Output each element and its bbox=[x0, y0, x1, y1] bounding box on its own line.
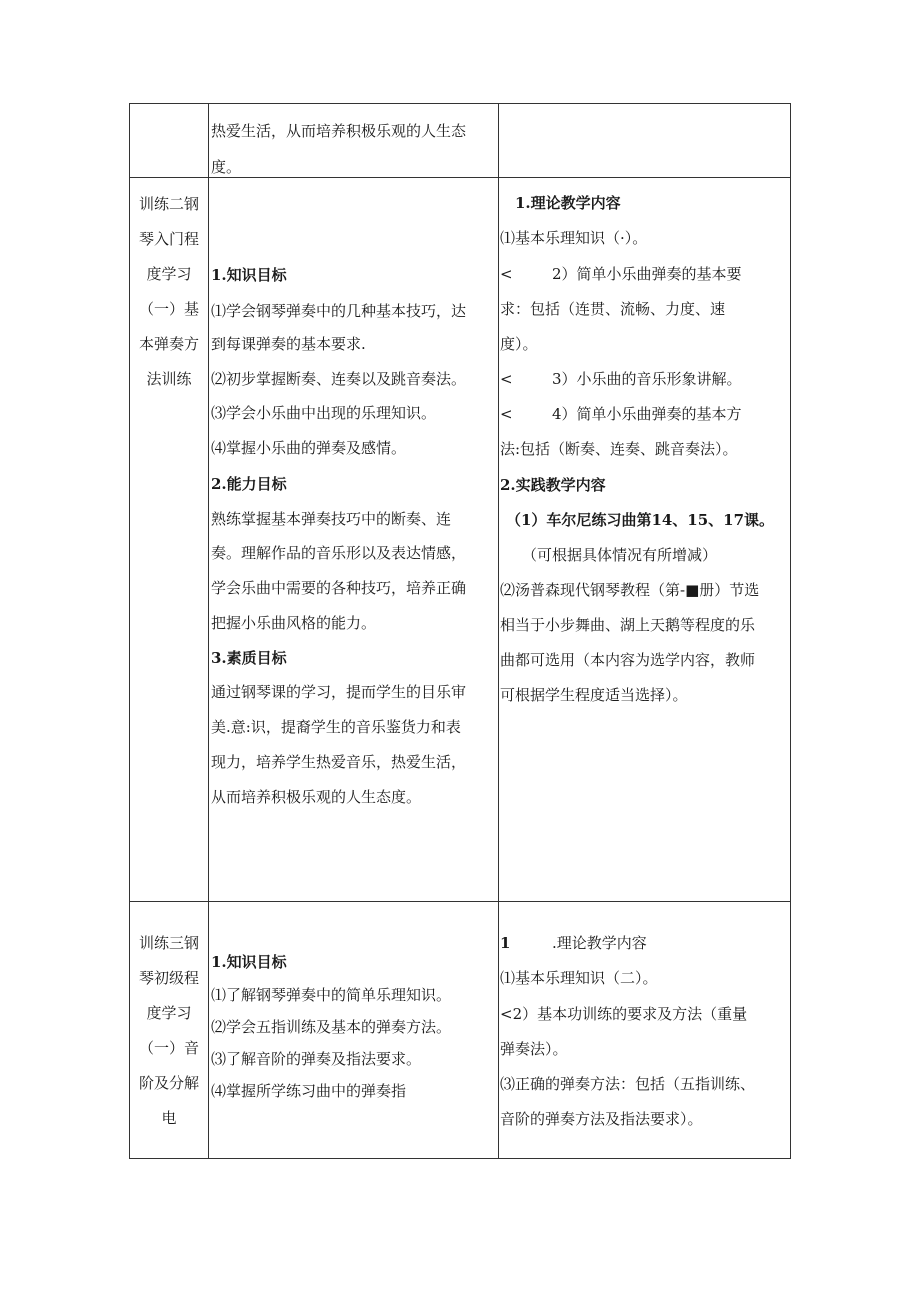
text-line bbox=[500, 404, 790, 424]
bullet-mark: < bbox=[500, 405, 513, 423]
section-heading: 2.实践教学内容 bbox=[500, 476, 606, 494]
text-line: 奏。理解作品的音乐形以及表达情感， bbox=[211, 544, 467, 562]
table-row bbox=[130, 902, 791, 1159]
bullet-mark: < bbox=[500, 370, 513, 388]
module-line: 法训练 bbox=[146, 370, 192, 388]
module-line: 本弹奏方 bbox=[138, 335, 199, 353]
module-line: 琴初级程 bbox=[138, 969, 199, 987]
table-row bbox=[130, 178, 791, 902]
text-line: 到每课弹奏的基本要求. bbox=[211, 335, 366, 353]
text-line: 美.意:识，提裔学生的音乐鉴货力和表 bbox=[211, 718, 461, 736]
line-text: .理论教学内容 bbox=[552, 934, 647, 952]
text-line: ⑵初步掌握断奏、连奏以及跳音奏法。 bbox=[211, 370, 467, 388]
text-line: ⑷掌握小乐曲的弹奏及感情。 bbox=[211, 439, 407, 457]
module-line: 琴入门程 bbox=[138, 230, 199, 248]
text-line: <2）基本功训练的要求及方法（重量 bbox=[500, 1005, 748, 1023]
objectives-cell bbox=[209, 902, 499, 1159]
text-line: 弹奏法）。 bbox=[500, 1040, 568, 1058]
text-line: ⑶学会小乐曲中出现的乐理知识。 bbox=[211, 404, 437, 422]
section-heading: 1.知识目标 bbox=[211, 266, 287, 284]
text-line: ⑴基本乐理知识（·）。 bbox=[500, 229, 648, 247]
table-row bbox=[130, 104, 791, 178]
text-line: ⑷掌握所学练习曲中的弹奏指 bbox=[211, 1082, 407, 1100]
module-line: 度学习 bbox=[146, 1004, 192, 1022]
text-line: 熟练掌握基本弹奏技巧中的断奏、连 bbox=[211, 510, 452, 528]
module-line: （一）音 bbox=[138, 1039, 199, 1057]
objectives-cell bbox=[209, 104, 499, 178]
line-text: 4）简单小乐曲弹奏的基本方 bbox=[552, 405, 742, 423]
text-line: ⑴基本乐理知识（二）。 bbox=[500, 969, 658, 987]
module-cell bbox=[130, 178, 209, 902]
text-line: 通过钢琴课的学习，提而学生的目乐审 bbox=[211, 683, 467, 701]
text-line: ⑶正确的弹奏方法：包括（五指训练、 bbox=[500, 1075, 756, 1093]
text-line: 求：包括（连贯、流畅、力度、速 bbox=[500, 300, 726, 318]
bullet-mark: < bbox=[500, 265, 513, 283]
syllabus-table bbox=[129, 103, 791, 1159]
text-line bbox=[500, 369, 790, 389]
content-cell bbox=[499, 178, 791, 902]
text-line: 曲都可选用（本内容为选学内容，教师 bbox=[500, 651, 756, 669]
text-line: （1）车尔尼练习曲第14、15、17课。 bbox=[506, 511, 775, 529]
text-line: ⑴学会钢琴弹奏中的几种基本技巧，达 bbox=[211, 302, 467, 320]
module-cell bbox=[130, 902, 209, 1159]
text-line: 学会乐曲中需要的各种技巧，培养正确 bbox=[211, 579, 467, 597]
text-line bbox=[500, 264, 790, 284]
section-heading: 2.能力目标 bbox=[211, 475, 287, 493]
text-line: ⑵汤普森现代钢琴教程（第-■册）节选 bbox=[500, 581, 760, 599]
module-cell bbox=[130, 104, 209, 178]
module-line: （一）基 bbox=[138, 300, 199, 318]
module-line: 训练三钢 bbox=[138, 934, 199, 952]
module-line: 电 bbox=[161, 1109, 177, 1127]
module-line: 度学习 bbox=[146, 265, 192, 283]
text-line: 法:包括（断奏、连奏、跳音奏法）。 bbox=[500, 440, 738, 458]
text-line: 度）。 bbox=[500, 335, 538, 353]
text-line: 相当于小步舞曲、湖上天鹅等程度的乐 bbox=[500, 616, 756, 634]
line-text: 3）小乐曲的音乐形象讲解。 bbox=[552, 370, 742, 388]
text-line: 把握小乐曲风格的能力。 bbox=[211, 614, 377, 632]
text-line: （可根据具体情况有所增减） bbox=[522, 546, 718, 564]
text-line: 度。 bbox=[211, 158, 242, 176]
text-line: ⑶了解音阶的弹奏及指法要求。 bbox=[211, 1050, 422, 1068]
text-line: ⑴了解钢琴弹奏中的简单乐理知识。 bbox=[211, 986, 452, 1004]
line-text: 2）简单小乐曲弹奏的基本要 bbox=[552, 265, 742, 283]
content-cell bbox=[499, 902, 791, 1159]
text-line: 热爱生活，从而培养积极乐观的人生态 bbox=[211, 122, 467, 140]
section-heading: 1.理论教学内容 bbox=[515, 194, 621, 212]
module-line: 训练二钢 bbox=[138, 195, 199, 213]
text-line: 现力，培养学生热爱音乐，热爱生活， bbox=[211, 753, 467, 771]
section-heading: 1.知识目标 bbox=[211, 953, 287, 971]
section-number: 1 bbox=[500, 934, 511, 952]
section-heading bbox=[500, 933, 790, 953]
text-line: 从而培养积极乐观的人生态度。 bbox=[211, 788, 422, 806]
text-line: 可根据学生程度适当选择）。 bbox=[500, 686, 688, 704]
text-line: 音阶的弹奏方法及指法要求）。 bbox=[500, 1110, 703, 1128]
text-line: ⑵学会五指训练及基本的弹奏方法。 bbox=[211, 1018, 452, 1036]
objectives-cell bbox=[209, 178, 499, 902]
section-heading: 3.素质目标 bbox=[211, 649, 287, 667]
content-cell bbox=[499, 104, 791, 178]
module-line: 阶及分解 bbox=[138, 1074, 199, 1092]
